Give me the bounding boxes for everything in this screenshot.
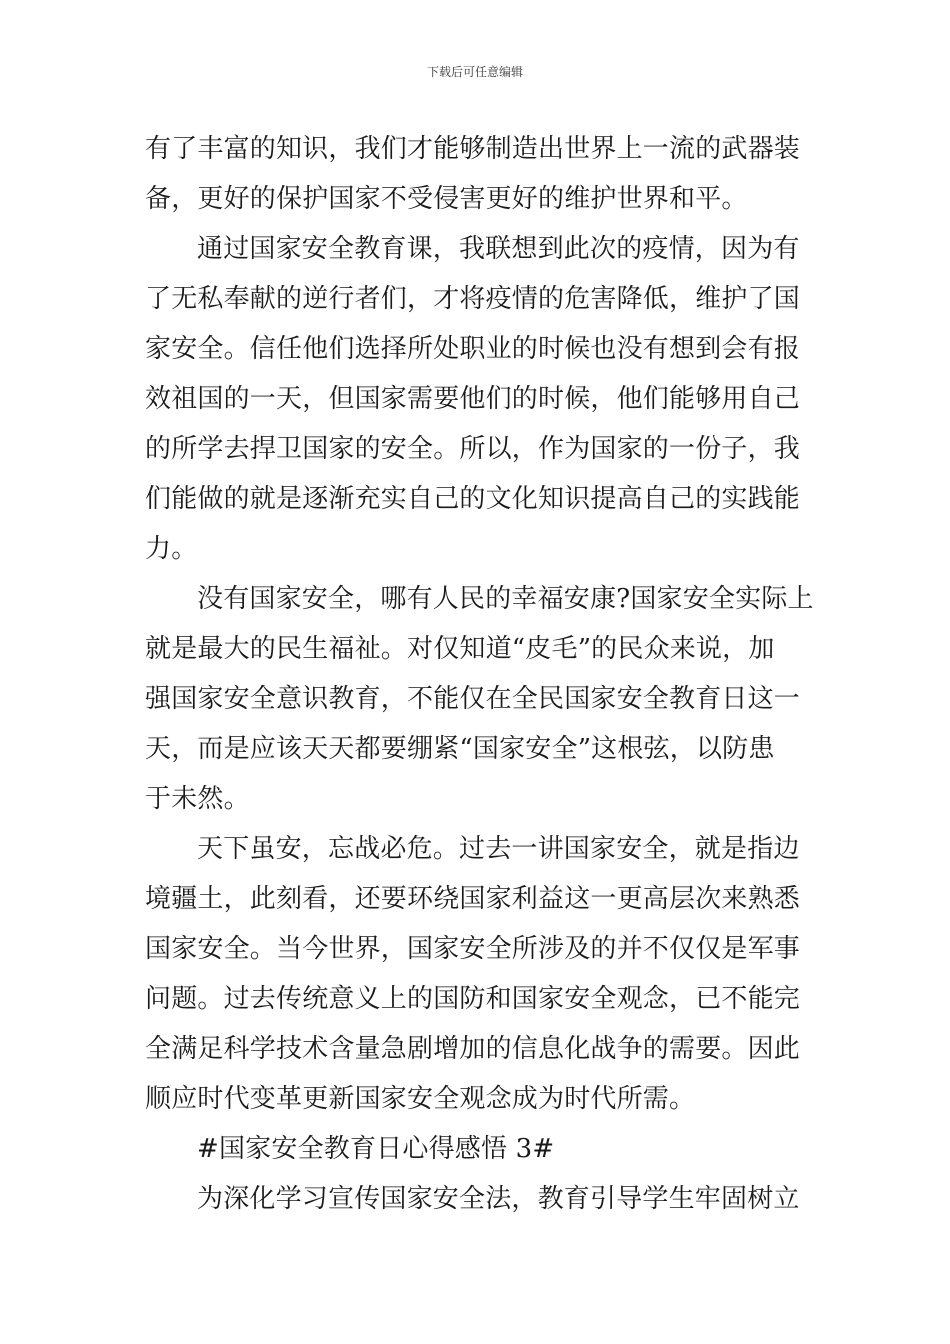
page-header: 下载后可任意编辑 bbox=[426, 65, 523, 79]
text-line: 家安全。信任他们选择所处职业的时候也没有想到会有报 bbox=[145, 334, 801, 364]
text-line: 全满足科学技术含量急剧增加的信息化战争的需要。因此 bbox=[145, 1034, 801, 1064]
text-line: 了无私奉献的逆行者们，才将疫情的危害降低，维护了国 bbox=[145, 284, 801, 314]
text-line: 强国家安全意识教育，不能仅在全民国家安全教育日这一 bbox=[145, 684, 801, 714]
document-body bbox=[145, 124, 814, 1224]
text-line: #国家安全教育日心得感悟 3# bbox=[197, 1134, 555, 1164]
text-line: 们能做的就是逐渐充实自己的文化知识提高自己的实践能 bbox=[145, 484, 801, 514]
text-line: 境疆土，此刻看，还要环绕国家利益这一更高层次来熟悉 bbox=[145, 884, 801, 914]
text-line: 有了丰富的知识，我们才能够制造出世界上一流的武器装 bbox=[145, 134, 801, 164]
text-line: 天下虽安，忘战必危。过去一讲国家安全，就是指边 bbox=[197, 834, 800, 864]
text-line: 就是最大的民生福祉。对仅知道“皮毛”的民众来说，加 bbox=[145, 634, 775, 664]
text-line: 问题。过去传统意义上的国防和国家安全观念，已不能完 bbox=[145, 984, 801, 1014]
text-line: 天，而是应该天天都要绷紧“国家安全”这根弦，以防患 bbox=[145, 734, 775, 764]
text-line: 于未然。 bbox=[145, 784, 250, 814]
text-line: 效祖国的一天，但国家需要他们的时候，他们能够用自己 bbox=[145, 384, 801, 414]
text-line: 通过国家安全教育课，我联想到此次的疫情，因为有 bbox=[197, 234, 800, 264]
text-line: 为深化学习宣传国家安全法，教育引导学生牢固树立 bbox=[197, 1184, 800, 1214]
text-line: 没有国家安全，哪有人民的幸福安康?国家安全实际上 bbox=[197, 584, 814, 614]
text-line: 力。 bbox=[145, 534, 198, 564]
text-line: 顺应时代变革更新国家安全观念成为时代所需。 bbox=[145, 1084, 696, 1114]
text-line: 的所学去捍卫国家的安全。所以，作为国家的一份子，我 bbox=[145, 434, 801, 464]
text-line: 备，更好的保护国家不受侵害更好的维护世界和平。 bbox=[145, 184, 748, 214]
text-line: 国家安全。当今世界，国家安全所涉及的并不仅仅是军事 bbox=[145, 934, 801, 964]
